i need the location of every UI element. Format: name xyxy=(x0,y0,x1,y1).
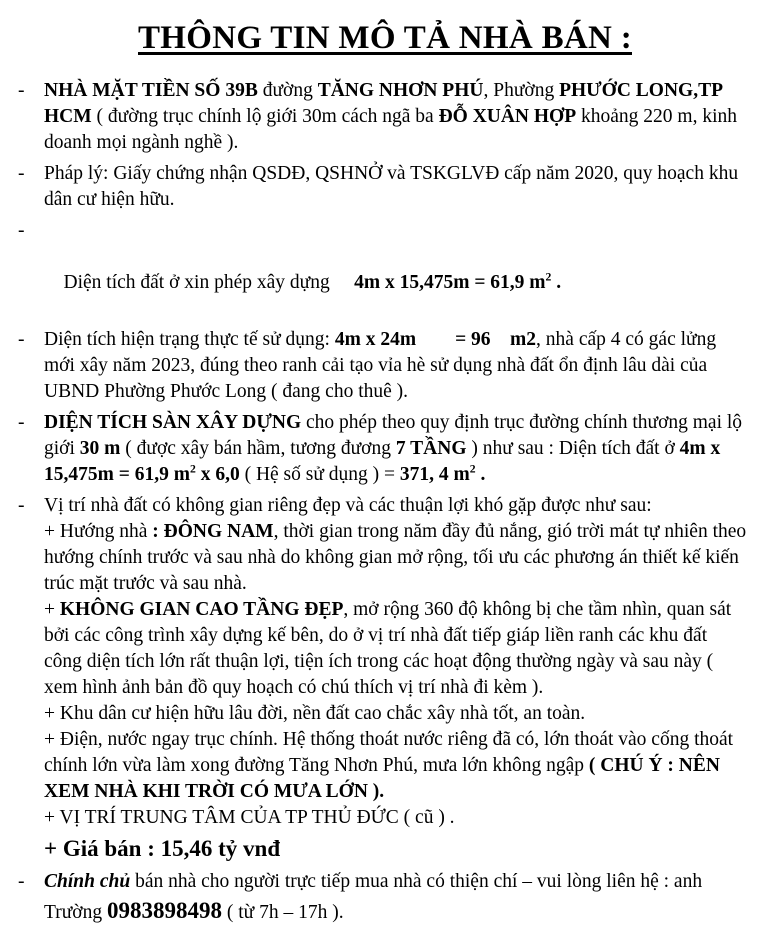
phone-number: 0983898498 xyxy=(106,898,222,923)
bullet-dash: - xyxy=(18,80,25,101)
superscript: 2 xyxy=(545,270,552,284)
sub-utilities xyxy=(0,727,770,805)
bullet-legal xyxy=(0,161,770,213)
text-fragment: . xyxy=(551,272,562,293)
bullet-dash: - xyxy=(18,412,25,433)
address-number: NHÀ MẶT TIỀN SỐ 39B xyxy=(44,80,258,101)
text-fragment: ( từ 7h – 17h ). xyxy=(221,902,344,923)
document-body xyxy=(0,78,770,927)
superscript: 2 xyxy=(189,462,196,476)
sub-space xyxy=(0,597,770,701)
superscript: 2 xyxy=(469,462,476,476)
text-fragment: cho phép theo quy định trục đường chính thương mại lộ giới xyxy=(44,412,743,459)
location-intro: Vị trí nhà đất có không gian riêng đẹp và các thuận lợi khó gặp được như sau: xyxy=(44,495,652,516)
bullet-dash: - xyxy=(18,220,25,241)
actual-area-value: 4m x 24m = 96 m2 xyxy=(334,329,537,350)
price: + Giá bán : 15,46 tỷ vnđ xyxy=(44,836,281,861)
permit-area-value: 4m x 15,475m = 61,9 m xyxy=(354,272,546,293)
bullet-dash: - xyxy=(18,163,25,184)
text-fragment: + Điện, nước ngay trục chính. Hệ thống thoát nước riêng đã có, lớn thoát vào cống thoát chính lớn vừa làm xong đường Tăng Nhơn Phú, mưa lớn không ngập xyxy=(44,729,734,776)
space-heading: KHÔNG GIAN CAO TẦNG ĐẸP xyxy=(59,599,344,620)
text-fragment: , mở rộng 360 độ không bị che tầm nhìn, quan sát bởi các công trình xây dựng kế bên, do ở vị trí nhà đất tiếp giáp liền ranh các khu đất công diện tích lớn rất thuận lợi, tiện ích trong các hoạt động thường ngày và sau này ( xem hình ảnh bản đồ quy hoạch có chú thích vị trí nhà đi kèm ). xyxy=(44,599,732,698)
bullet-floor-area xyxy=(0,410,770,488)
road-width: 30 m xyxy=(79,438,121,459)
sub-direction xyxy=(0,519,770,597)
bullet-dash: - xyxy=(18,871,25,892)
sub-center: + VỊ TRÍ TRUNG TÂM CỦA TP THỦ ĐỨC ( cũ ) . xyxy=(44,807,455,828)
text-fragment: , nhà cấp 4 có gác lửng mới xây năm 2023, đúng theo ranh cải tạo vỉa hè sử dụng nhà đất ổn định lâu dài của UBND Phường Phước Long ( đang cho thuê ). xyxy=(44,329,717,402)
intersection-name: ĐỖ XUÂN HỢP xyxy=(438,106,577,127)
text-fragment: ( Hệ số sử dụng ) = xyxy=(239,464,400,485)
bullet-dash: - xyxy=(18,329,25,350)
text-fragment: + xyxy=(44,599,60,620)
page-title: THÔNG TIN MÔ TẢ NHÀ BÁN : xyxy=(138,20,632,56)
text-fragment: Diện tích hiện trạng thực tế sử dụng: xyxy=(44,329,335,350)
text-fragment: + Hướng nhà xyxy=(44,521,153,542)
coefficient: x 6,0 xyxy=(195,464,240,485)
ward-city: PHƯỚC LONG,TP HCM xyxy=(44,80,722,127)
text-fragment: ) như sau : Diện tích đất ở xyxy=(466,438,680,459)
bullet-address xyxy=(0,78,770,156)
direction-value: : ĐÔNG NAM xyxy=(152,521,274,542)
bullet-contact xyxy=(0,867,770,927)
bullet-dash: - xyxy=(18,495,25,516)
text-fragment: ( được xây bán hầm, tương đương xyxy=(120,438,396,459)
land-area-value: 4m x 15,475m = 61,9 m xyxy=(44,438,721,485)
bullet-actual-area xyxy=(0,327,770,405)
sub-residential: + Khu dân cư hiện hữu lâu đời, nền đất cao chắc xây nhà tốt, an toàn. xyxy=(44,703,586,724)
legal-text: Pháp lý: Giấy chứng nhận QSDĐ, QSHNỞ và TSKGLVĐ cấp năm 2020, quy hoạch khu dân cư hiện hữu. xyxy=(44,163,739,210)
text-fragment: . xyxy=(475,464,486,485)
owner-label: Chính chủ xyxy=(44,871,131,892)
floor-area-total: 371, 4 m xyxy=(399,464,470,485)
text-fragment: ( đường trục chính lộ giới 30m cách ngã ba xyxy=(91,106,439,127)
bullet-permit-area xyxy=(0,218,770,322)
bullet-location xyxy=(0,493,770,519)
text-fragment: , thời gian trong năm đầy đủ nắng, gió trời mát tự nhiên theo hướng chính trước và sau nhà do không gian mở rộng, tối ưu các phương án thiết kế kiến trúc mặt trước và sau nhà. xyxy=(44,521,747,594)
street-name: TĂNG NHƠN PHÚ xyxy=(317,80,484,101)
text-fragment: đường xyxy=(257,80,318,101)
text-fragment: , Phường xyxy=(483,80,560,101)
floor-area-heading: DIỆN TÍCH SÀN XÂY DỰNG xyxy=(44,412,302,433)
text-fragment: khoảng 220 m, kinh doanh mọi ngành nghề ). xyxy=(44,106,738,153)
floor-count: 7 TẦNG xyxy=(395,438,467,459)
rain-note: ( CHÚ Ý : NÊN XEM NHÀ KHI TRỜI CÓ MƯA LỚN ). xyxy=(44,755,720,802)
text-fragment: bán nhà cho người trực tiếp mua nhà có thiện chí – vui lòng liên hệ : anh Trường xyxy=(44,871,703,923)
text-fragment: Diện tích đất ở xin phép xây dựng xyxy=(63,272,355,293)
